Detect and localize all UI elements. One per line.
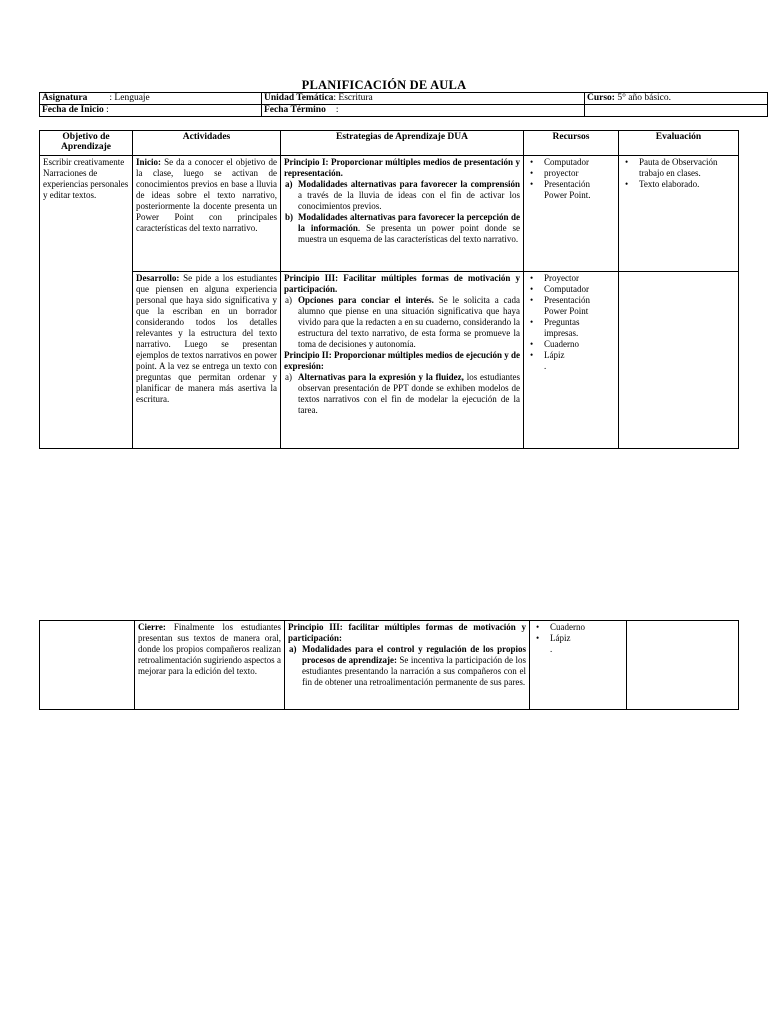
actividad-text: Se pide a los estudiantes que piensen en alguna experiencia personal que haya sido significativa y que la escriban en un borrador considerando todos los detalles relevantes y la estructura del texto narrativo. Luego se presentan ejemplos de textos narrativos en power point. A la vez se entrega un texto con preguntas que permitan ordenar y planificar de manera más asertiva la escritura. bbox=[136, 273, 277, 404]
evaluacion-cell bbox=[619, 156, 739, 272]
item-bold: Modalidades alternativas para favorecer la percepción de la información bbox=[298, 212, 520, 233]
estrategia-list bbox=[288, 644, 526, 688]
unidad-cell bbox=[262, 93, 585, 105]
evaluacion-cell bbox=[627, 621, 739, 710]
recursos-list bbox=[527, 157, 615, 201]
list-marker: a) bbox=[285, 179, 293, 189]
curso-cell bbox=[585, 93, 768, 105]
list-item: • Lápiz bbox=[544, 350, 615, 361]
asignatura-value: : Lenguaje bbox=[109, 93, 150, 103]
list-item: • Lápiz bbox=[550, 633, 623, 644]
actividad-text: Finalmente los estudiantes presentan sus textos de manera oral, donde los propios compañeros realizan retroalimentación sugiriendo aspectos a mejorar para la edición del texto. bbox=[138, 622, 281, 676]
planning-table-continued bbox=[39, 620, 739, 710]
list-item bbox=[285, 372, 521, 416]
unidad-value: : Escritura bbox=[333, 93, 373, 103]
actividad-label: Cierre: bbox=[138, 622, 166, 632]
fecha-termino-value: : bbox=[335, 105, 339, 115]
item-bold: Alternativas para la expresión y la fluidez, bbox=[298, 372, 464, 382]
column-header: Estrategias de Aprendizaje DUA bbox=[281, 131, 524, 156]
recursos-cell bbox=[530, 621, 627, 710]
item-text: a través de la lluvia de ideas con el fin de activar los conocimientos previos. bbox=[298, 190, 520, 211]
recursos-list bbox=[533, 622, 623, 644]
list-item: • Presentación Power Point bbox=[544, 295, 615, 317]
list-marker: a) bbox=[285, 372, 292, 382]
item-bold: Opciones para conciar el interés. bbox=[298, 295, 434, 305]
column-header: Evaluación bbox=[619, 131, 739, 156]
list-item: • Pauta de Observación trabajo en clases. bbox=[639, 157, 735, 179]
list-item: • Presentación Power Point. bbox=[544, 179, 615, 201]
recursos-list bbox=[527, 273, 615, 361]
asignatura-cell bbox=[40, 93, 262, 105]
estrategia-cell bbox=[281, 272, 524, 449]
asignatura-label: Asignatura bbox=[42, 93, 88, 103]
list-item: • Texto elaborado. bbox=[639, 179, 735, 190]
actividad-cierre-cell bbox=[135, 621, 285, 710]
list-item bbox=[285, 295, 520, 350]
evaluacion-cell bbox=[619, 272, 739, 449]
list-item: • Cuaderno bbox=[544, 339, 615, 350]
principio-heading: Principio I: Proporcionar múltiples medios de presentación y representación. bbox=[284, 157, 520, 178]
item-text: . Se presenta un power point donde se muestra un esquema de las características del texto narrativo. bbox=[298, 223, 520, 244]
empty-header-cell bbox=[585, 105, 768, 117]
curso-value: 5° año básico. bbox=[614, 93, 672, 103]
estrategia-list bbox=[284, 372, 520, 416]
curso-label: Curso: bbox=[587, 93, 615, 103]
principio-heading: Principio II: Proporcionar múltiples medios de ejecución y de expresión: bbox=[284, 350, 520, 371]
recursos-cell bbox=[524, 272, 619, 449]
estrategia-cell bbox=[281, 156, 524, 272]
column-header: Actividades bbox=[133, 131, 281, 156]
list-item: • Cuaderno bbox=[550, 622, 623, 633]
evaluacion-list bbox=[622, 157, 735, 190]
actividad-text: Se da a conocer el objetivo de la clase, luego se activan de conocimientos previos en base a lluvia de ideas sobre el texto narrativo, posteriormente la docente presenta un Power Point con principales características del texto narrativo. bbox=[136, 157, 277, 233]
list-item: • Proyector bbox=[544, 273, 615, 284]
list-item: • proyector bbox=[544, 168, 615, 179]
list-marker: b) bbox=[285, 212, 294, 222]
fecha-inicio-label: Fecha de Inicio bbox=[42, 105, 104, 115]
table-row bbox=[40, 621, 739, 710]
fecha-termino-cell bbox=[262, 105, 585, 117]
table-row bbox=[40, 156, 739, 272]
fecha-inicio-value: : bbox=[103, 105, 109, 115]
item-text: Se le solicita a cada alumno que piense en una situación significativa que haya vivido para que la redacten a en su cuaderno, considerando la estructura del texto narrativo, de esta forma se promueve la toma de decisiones y autonomía. bbox=[298, 295, 520, 349]
list-item bbox=[289, 644, 526, 688]
fecha-termino-label: Fecha Término bbox=[264, 105, 326, 115]
header-table bbox=[39, 92, 768, 117]
page-title: PLANIFICACIÓN DE AULA bbox=[301, 78, 467, 92]
principio-heading: Principio III: Facilitar múltiples formas de motivación y participación. bbox=[284, 273, 520, 294]
list-item bbox=[285, 179, 520, 212]
table-header-row bbox=[40, 131, 739, 156]
recursos-cell bbox=[524, 156, 619, 272]
estrategia-cell bbox=[285, 621, 530, 710]
recursos-trailing: . bbox=[550, 644, 553, 654]
objetivo-text: Escribir creativamente Narraciones de experiencias personales y editar textos. bbox=[43, 157, 129, 200]
estrategia-list bbox=[284, 179, 520, 245]
list-marker: a) bbox=[285, 295, 292, 305]
item-bold: Modalidades alternativas para favorecer la comprensión bbox=[298, 179, 520, 189]
objetivo-cell bbox=[40, 156, 133, 449]
planning-table bbox=[39, 130, 739, 449]
list-item: • Preguntas impresas. bbox=[544, 317, 615, 339]
table-row bbox=[40, 272, 739, 449]
column-header: Recursos bbox=[524, 131, 619, 156]
list-item: • Computador bbox=[544, 157, 615, 168]
estrategia-list bbox=[284, 295, 520, 350]
item-text: Se incentiva la participación de los estudiantes presentando la narración a sus compañeros con el fin de obtener una retroalimentación permanente de sus pares. bbox=[302, 655, 526, 687]
list-item: • Computador bbox=[544, 284, 615, 295]
actividad-inicio-cell bbox=[133, 156, 281, 272]
objetivo-cell bbox=[40, 621, 135, 710]
item-text: los estudiantes observan presentación de PPT donde se exhiben modelos de textos narrativos con el fin de modelar la ejecución de la tarea. bbox=[298, 372, 521, 415]
list-item bbox=[285, 212, 520, 245]
item-bold: Modalidades para el control y regulación de los propios procesos de aprendizaje: bbox=[302, 644, 526, 665]
recursos-trailing: . bbox=[544, 361, 547, 371]
column-header: Objetivo de Aprendizaje bbox=[40, 131, 133, 156]
list-marker: a) bbox=[289, 644, 297, 654]
actividad-label: Inicio: bbox=[136, 157, 162, 167]
principio-heading: Principio III: facilitar múltiples formas de motivación y participación: bbox=[288, 622, 526, 643]
actividad-label: Desarrollo: bbox=[136, 273, 180, 283]
fecha-inicio-cell bbox=[40, 105, 262, 117]
actividad-desarrollo-cell bbox=[133, 272, 281, 449]
unidad-label: Unidad Temática bbox=[264, 93, 334, 103]
